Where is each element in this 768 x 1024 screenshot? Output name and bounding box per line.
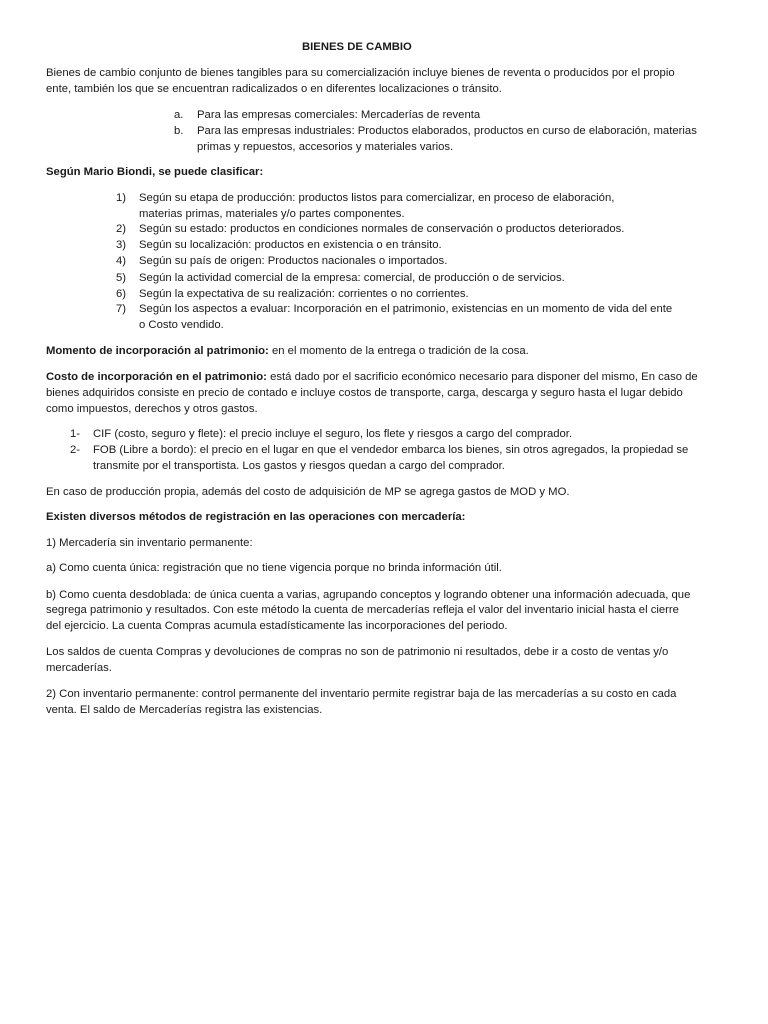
momento-label: Momento de incorporación al patrimonio: [46, 345, 269, 357]
desdoblada-line: del ejercicio. La cuenta Compras acumula estadísticamente las incorporaciones del periodo. [46, 620, 508, 632]
saldos-line: mercaderías. [46, 662, 112, 674]
saldos-line: Los saldos de cuenta Compras y devoluciones de compras no son de patrimonio ni resultados, debe ir a costo de ventas y/o [46, 646, 669, 658]
metodo2-line: venta. El saldo de Mercaderías registra las existencias. [46, 704, 323, 716]
momento-paragraph [46, 343, 529, 359]
page-title: BIENES DE CAMBIO [302, 41, 412, 53]
list-text: o Costo vendido. [139, 319, 224, 331]
produccion-paragraph: En caso de producción propia, además del costo de adquisición de MP se agrega gastos de MOD y MO. [46, 486, 570, 498]
list-marker: 7) [116, 303, 127, 315]
list-text: Para las empresas comerciales: Mercaderías de reventa [197, 109, 481, 121]
list-text: Según los aspectos a evaluar: Incorporación en el patrimonio, existencias en un momento de vida del ente [139, 303, 673, 315]
list-text: Según su etapa de producción: productos listos para comercializar, en proceso de elaboración, [139, 192, 615, 204]
list-text: FOB (Libre a bordo): el precio en el lugar en que el vendedor embarca los bienes, sin otros agregados, la propiedad se [93, 444, 689, 456]
intro-line: ente, también los que se encuentran radicalizados o en diferentes localizaciones o tránsito. [46, 83, 502, 95]
list-text: Para las empresas industriales: Productos elaborados, productos en curso de elaboración, materias [197, 125, 697, 137]
list-marker: 2) [116, 223, 127, 235]
list-marker: 3) [116, 239, 127, 251]
costo-first-line [46, 369, 698, 385]
costo-line: como impuestos, derechos y otros gastos. [46, 403, 258, 415]
list-text: transmite por el transportista. Los gastos y riesgos quedan a cargo del comprador. [93, 460, 505, 472]
costo-line: bienes adquiridos consiste en precio de contado e incluye costos de transporte, carga, descarga y seguro hasta el lugar debido [46, 387, 683, 399]
list-text: CIF (costo, seguro y flete): el precio incluye el seguro, los flete y riesgos a cargo del comprador. [93, 428, 573, 440]
section-heading-biondi: Según Mario Biondi, se puede clasificar: [46, 166, 264, 178]
desdoblada-line: b) Como cuenta desdoblada: de única cuenta a varias, agrupando conceptos y logrando obtener una información adecuada, que [46, 589, 691, 601]
list-marker: b. [174, 125, 184, 137]
list-text: Según su localización: productos en existencia o en tránsito. [139, 239, 442, 251]
metodo2-line: 2) Con inventario permanente: control permanente del inventario permite registrar baja de las mercaderías a su costo en cada [46, 688, 677, 700]
list-marker: 1- [70, 428, 81, 440]
momento-text: en el momento de la entrega o tradición de la cosa. [268, 345, 529, 357]
list-text: primas y repuestos, accesorios y materiales varios. [197, 141, 454, 153]
list-text: materias primas, materiales y/o partes componentes. [139, 208, 405, 220]
costo-label: Costo de incorporación en el patrimonio: [46, 371, 267, 383]
list-marker: 2- [70, 444, 81, 456]
list-marker: a. [174, 109, 184, 121]
list-marker: 5) [116, 272, 127, 284]
list-marker: 6) [116, 288, 127, 300]
list-marker: 4) [116, 255, 127, 267]
section-heading-metodos: Existen diversos métodos de registración en las operaciones con mercadería: [46, 511, 466, 523]
desdoblada-line: segrega patrimonio y resultados. Con este método la cuenta de mercaderías refleja el valor del inventario inicial hasta el cierre [46, 604, 679, 616]
list-marker: 1) [116, 192, 127, 204]
list-text: Según su país de origen: Productos nacionales o importados. [139, 255, 448, 267]
costo-text: está dado por el sacrificio económico necesario para disponer del mismo, En caso de [266, 371, 698, 383]
intro-line: Bienes de cambio conjunto de bienes tangibles para su comercialización incluye bienes de reventa o producidos por el propio [46, 67, 675, 79]
list-text: Según la actividad comercial de la empresa: comercial, de producción o de servicios. [139, 272, 565, 284]
cuenta-unica-paragraph: a) Como cuenta única: registración que no tiene vigencia porque no brinda información útil. [46, 562, 502, 574]
list-text: Según su estado: productos en condiciones normales de conservación o productos deteriorados. [139, 223, 625, 235]
list-text: Según la expectativa de su realización: corrientes o no corrientes. [139, 288, 469, 300]
metodo-1-heading: 1) Mercadería sin inventario permanente: [46, 537, 253, 549]
